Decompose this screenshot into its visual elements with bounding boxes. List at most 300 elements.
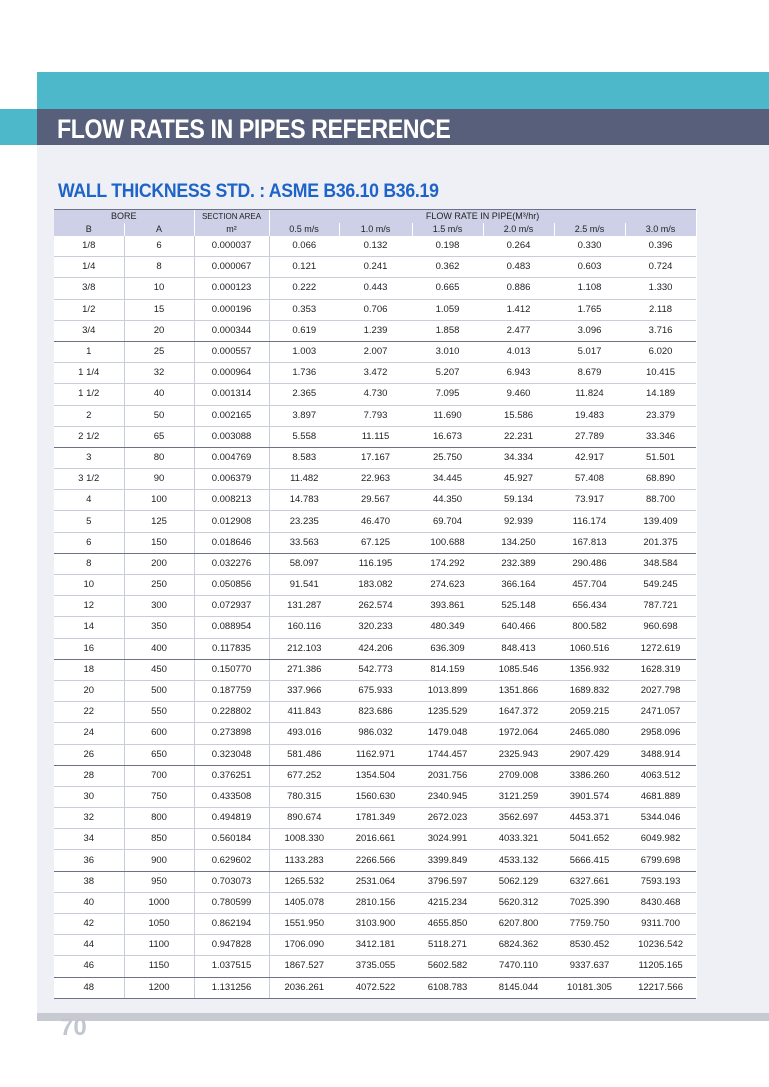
flow-cell: 3121.259	[483, 786, 554, 807]
flow-cell: 11.115	[339, 426, 412, 447]
bore-mm-cell: 250	[124, 575, 194, 596]
flow-cell: 0.665	[412, 278, 483, 299]
flow-cell: 4215.234	[412, 892, 483, 913]
bore-inch-cell: 2 1/2	[54, 426, 124, 447]
table-row	[54, 596, 696, 617]
section-area-cell: 0.273898	[194, 723, 269, 744]
bore-inch-cell: 32	[54, 808, 124, 829]
bore-mm-cell: 200	[124, 553, 194, 574]
section-area-cell: 0.000964	[194, 363, 269, 384]
flow-cell: 11.482	[269, 469, 339, 490]
bore-inch-cell: 1 1/4	[54, 363, 124, 384]
flow-cell: 15.586	[483, 405, 554, 426]
flow-cell: 5620.312	[483, 892, 554, 913]
flow-cell: 0.132	[339, 236, 412, 257]
flow-cell: 139.409	[625, 511, 696, 532]
flow-cell: 5.207	[412, 363, 483, 384]
flow-cell: 1560.630	[339, 786, 412, 807]
flow-cell: 16.673	[412, 426, 483, 447]
flow-cell: 34.334	[483, 447, 554, 468]
table-row	[54, 765, 696, 786]
section-area-cell: 1.037515	[194, 956, 269, 977]
bore-inch-cell: 34	[54, 829, 124, 850]
flow-cell: 1356.932	[554, 659, 625, 680]
flow-cell: 2340.945	[412, 786, 483, 807]
bore-inch-cell: 1/8	[54, 236, 124, 257]
bore-mm-cell: 6	[124, 236, 194, 257]
bore-mm-cell: 650	[124, 744, 194, 765]
flow-cell: 131.287	[269, 596, 339, 617]
section-area-cell: 0.560184	[194, 829, 269, 850]
title-bar	[37, 109, 769, 145]
flow-cell: 393.861	[412, 596, 483, 617]
bore-inch-cell: 36	[54, 850, 124, 871]
section-area-cell: 0.780599	[194, 892, 269, 913]
bore-mm-cell: 80	[124, 447, 194, 468]
section-area-cell: 0.187759	[194, 680, 269, 701]
flow-cell: 1.330	[625, 278, 696, 299]
flow-cell: 960.698	[625, 617, 696, 638]
flow-cell: 5344.046	[625, 808, 696, 829]
flow-cell: 1.765	[554, 299, 625, 320]
bore-mm-cell: 15	[124, 299, 194, 320]
bore-mm-cell: 500	[124, 680, 194, 701]
flow-cell: 0.724	[625, 257, 696, 278]
bottom-strip	[37, 1013, 769, 1021]
flow-cell: 337.966	[269, 680, 339, 701]
section-area-cell: 0.117835	[194, 638, 269, 659]
flow-cell: 3.096	[554, 320, 625, 341]
flow-cell: 271.386	[269, 659, 339, 680]
flow-cell: 823.686	[339, 702, 412, 723]
flow-cell: 134.250	[483, 532, 554, 553]
section-area-cell: 0.703073	[194, 871, 269, 892]
flow-cell: 10.415	[625, 363, 696, 384]
bore-mm-cell: 400	[124, 638, 194, 659]
bore-inch-cell: 10	[54, 575, 124, 596]
section-area-cell: 0.018646	[194, 532, 269, 553]
flow-cell: 274.623	[412, 575, 483, 596]
bore-inch-cell: 30	[54, 786, 124, 807]
flow-cell: 3024.991	[412, 829, 483, 850]
flow-cell: 8530.452	[554, 935, 625, 956]
section-area-cell: 0.003088	[194, 426, 269, 447]
flow-cell: 2810.156	[339, 892, 412, 913]
bore-inch-cell: 4	[54, 490, 124, 511]
flow-cell: 0.264	[483, 236, 554, 257]
table-row	[54, 850, 696, 871]
bore-mm-cell: 900	[124, 850, 194, 871]
flow-cell: 58.097	[269, 553, 339, 574]
flow-cell: 0.353	[269, 299, 339, 320]
flow-cell: 262.574	[339, 596, 412, 617]
table-row	[54, 236, 696, 257]
flow-cell: 29.567	[339, 490, 412, 511]
flow-cell: 14.189	[625, 384, 696, 405]
table-row	[54, 320, 696, 341]
flow-cell: 14.783	[269, 490, 339, 511]
bore-mm-cell: 1050	[124, 914, 194, 935]
flow-cell: 11.824	[554, 384, 625, 405]
flow-cell: 116.195	[339, 553, 412, 574]
flow-cell: 1.108	[554, 278, 625, 299]
flow-cell: 3796.597	[412, 871, 483, 892]
flow-cell: 656.434	[554, 596, 625, 617]
flow-cell: 4.730	[339, 384, 412, 405]
table-row	[54, 723, 696, 744]
flow-cell: 1744.457	[412, 744, 483, 765]
flow-cell: 2.007	[339, 341, 412, 362]
bore-mm-cell: 100	[124, 490, 194, 511]
speed-header: 2.0 m/s	[483, 223, 554, 236]
bore-inch-cell: 46	[54, 956, 124, 977]
section-area-cell: 0.862194	[194, 914, 269, 935]
flow-cell: 3901.574	[554, 786, 625, 807]
flow-cell: 8430.468	[625, 892, 696, 913]
section-area-cell: 0.000344	[194, 320, 269, 341]
bore-mm-cell: 8	[124, 257, 194, 278]
flow-cell: 4681.889	[625, 786, 696, 807]
flow-cell: 6207.800	[483, 914, 554, 935]
flow-cell: 2907.429	[554, 744, 625, 765]
flow-cell: 2031.756	[412, 765, 483, 786]
flow-cell: 542.773	[339, 659, 412, 680]
flow-cell: 5062.129	[483, 871, 554, 892]
flow-cell: 69.704	[412, 511, 483, 532]
table-row	[54, 680, 696, 701]
flow-cell: 6.020	[625, 341, 696, 362]
flow-cell: 1351.866	[483, 680, 554, 701]
flow-cell: 1.003	[269, 341, 339, 362]
flow-cell: 0.362	[412, 257, 483, 278]
flow-cell: 46.470	[339, 511, 412, 532]
table-body	[54, 236, 696, 998]
bore-mm-cell: 850	[124, 829, 194, 850]
flow-cell: 457.704	[554, 575, 625, 596]
side-accent-tab	[0, 109, 37, 145]
table-row	[54, 935, 696, 956]
table-row	[54, 532, 696, 553]
section-subtitle: WALL THICKNESS STD. : ASME B36.10 B36.19	[58, 181, 439, 202]
flow-cell: 2531.064	[339, 871, 412, 892]
section-area-cell: 0.494819	[194, 808, 269, 829]
flow-cell: 1781.349	[339, 808, 412, 829]
flow-cell: 4.013	[483, 341, 554, 362]
flow-cell: 0.198	[412, 236, 483, 257]
bore-mm-cell: 700	[124, 765, 194, 786]
bore-inch-cell: 44	[54, 935, 124, 956]
flow-cell: 2672.023	[412, 808, 483, 829]
flow-cell: 2.118	[625, 299, 696, 320]
flow-cell: 1.858	[412, 320, 483, 341]
flow-cell: 0.619	[269, 320, 339, 341]
table-row	[54, 659, 696, 680]
flow-cell: 68.890	[625, 469, 696, 490]
flow-cell: 116.174	[554, 511, 625, 532]
section-area-cell: 0.001314	[194, 384, 269, 405]
speed-header: 1.0 m/s	[339, 223, 412, 236]
section-area-cell: 0.000196	[194, 299, 269, 320]
bore-inch-cell: 38	[54, 871, 124, 892]
flow-cell: 33.346	[625, 426, 696, 447]
flow-cell: 1551.950	[269, 914, 339, 935]
flow-cell: 2036.261	[269, 977, 339, 998]
flow-cell: 800.582	[554, 617, 625, 638]
table-row	[54, 469, 696, 490]
flow-cell: 100.688	[412, 532, 483, 553]
flow-cell: 4453.371	[554, 808, 625, 829]
section-area-cell: 0.012908	[194, 511, 269, 532]
flow-cell: 9311.700	[625, 914, 696, 935]
bore-inch-cell: 1/2	[54, 299, 124, 320]
table-row	[54, 977, 696, 998]
flow-cell: 3399.849	[412, 850, 483, 871]
table-row	[54, 638, 696, 659]
table-row	[54, 341, 696, 362]
flow-cell: 23.235	[269, 511, 339, 532]
flow-cell: 11.690	[412, 405, 483, 426]
flow-cell: 3386.260	[554, 765, 625, 786]
flow-cell: 212.103	[269, 638, 339, 659]
flow-cell: 2.477	[483, 320, 554, 341]
flow-cell: 6.943	[483, 363, 554, 384]
flow-cell: 3488.914	[625, 744, 696, 765]
flow-cell: 5118.271	[412, 935, 483, 956]
flow-cell: 1479.048	[412, 723, 483, 744]
section-area-cell: 0.000037	[194, 236, 269, 257]
bore-mm-cell: 800	[124, 808, 194, 829]
table-row	[54, 956, 696, 977]
flow-cell: 33.563	[269, 532, 339, 553]
bore-mm-cell: 300	[124, 596, 194, 617]
section-area-cell: 0.947828	[194, 935, 269, 956]
flow-cell: 493.016	[269, 723, 339, 744]
flow-cell: 0.443	[339, 278, 412, 299]
flow-cell: 1133.283	[269, 850, 339, 871]
flow-cell: 67.125	[339, 532, 412, 553]
flow-cell: 0.066	[269, 236, 339, 257]
flow-cell: 7470.110	[483, 956, 554, 977]
flow-cell: 51.501	[625, 447, 696, 468]
flow-cell: 10181.305	[554, 977, 625, 998]
flow-cell: 1235.529	[412, 702, 483, 723]
col-b-header: B	[54, 223, 124, 236]
flow-cell: 22.231	[483, 426, 554, 447]
flow-cell: 2.365	[269, 384, 339, 405]
bore-inch-cell: 1/4	[54, 257, 124, 278]
table-row	[54, 426, 696, 447]
flow-cell: 2266.566	[339, 850, 412, 871]
flow-cell: 1265.532	[269, 871, 339, 892]
flow-cell: 6799.698	[625, 850, 696, 871]
flow-cell: 167.813	[554, 532, 625, 553]
flow-cell: 1013.899	[412, 680, 483, 701]
flow-cell: 88.700	[625, 490, 696, 511]
bore-inch-cell: 24	[54, 723, 124, 744]
page-number: 70	[60, 1014, 87, 1041]
bore-mm-cell: 450	[124, 659, 194, 680]
flow-cell: 0.483	[483, 257, 554, 278]
bore-inch-cell: 3/8	[54, 278, 124, 299]
flow-cell: 8.679	[554, 363, 625, 384]
bore-inch-cell: 16	[54, 638, 124, 659]
flow-cell: 6108.783	[412, 977, 483, 998]
flow-cell: 4533.132	[483, 850, 554, 871]
flow-cell: 4655.850	[412, 914, 483, 935]
flow-rate-table	[54, 210, 697, 999]
flow-cell: 890.674	[269, 808, 339, 829]
section-area-cell: 0.000557	[194, 341, 269, 362]
bore-inch-cell: 1	[54, 341, 124, 362]
flow-cell: 1867.527	[269, 956, 339, 977]
table-row	[54, 914, 696, 935]
flow-cell: 0.121	[269, 257, 339, 278]
table-row	[54, 575, 696, 596]
flow-cell: 0.706	[339, 299, 412, 320]
bore-mm-cell: 1000	[124, 892, 194, 913]
section-area-cell: 0.088954	[194, 617, 269, 638]
flow-cell: 73.917	[554, 490, 625, 511]
bore-mm-cell: 550	[124, 702, 194, 723]
section-area-cell: 0.004769	[194, 447, 269, 468]
flow-cell: 814.159	[412, 659, 483, 680]
flow-cell: 6327.661	[554, 871, 625, 892]
bore-mm-cell: 90	[124, 469, 194, 490]
flow-cell: 3.897	[269, 405, 339, 426]
flow-cell: 348.584	[625, 553, 696, 574]
flow-cell: 174.292	[412, 553, 483, 574]
flow-cell: 201.375	[625, 532, 696, 553]
flow-cell: 4033.321	[483, 829, 554, 850]
flow-cell: 640.466	[483, 617, 554, 638]
flow-cell: 6824.362	[483, 935, 554, 956]
col-a-header: A	[124, 223, 194, 236]
flow-cell: 9.460	[483, 384, 554, 405]
bore-mm-cell: 10	[124, 278, 194, 299]
flow-cell: 9337.637	[554, 956, 625, 977]
bore-inch-cell: 6	[54, 532, 124, 553]
table-row	[54, 384, 696, 405]
table-row	[54, 808, 696, 829]
flow-cell: 6049.982	[625, 829, 696, 850]
speed-header: 3.0 m/s	[625, 223, 696, 236]
table-row	[54, 490, 696, 511]
table-row	[54, 702, 696, 723]
flow-cell: 5041.652	[554, 829, 625, 850]
bore-mm-cell: 32	[124, 363, 194, 384]
flow-cell: 2471.057	[625, 702, 696, 723]
speed-header: 2.5 m/s	[554, 223, 625, 236]
section-area-cell: 0.006379	[194, 469, 269, 490]
bore-mm-cell: 125	[124, 511, 194, 532]
flow-cell: 780.315	[269, 786, 339, 807]
table-row	[54, 511, 696, 532]
flow-cell: 480.349	[412, 617, 483, 638]
flow-cell: 848.413	[483, 638, 554, 659]
flow-cell: 787.721	[625, 596, 696, 617]
flow-cell: 5602.582	[412, 956, 483, 977]
bore-mm-cell: 350	[124, 617, 194, 638]
flow-cell: 59.134	[483, 490, 554, 511]
flow-cell: 3.716	[625, 320, 696, 341]
flow-cell: 1060.516	[554, 638, 625, 659]
bore-mm-cell: 950	[124, 871, 194, 892]
flow-cell: 42.917	[554, 447, 625, 468]
section-area-cell: 0.002165	[194, 405, 269, 426]
table-row	[54, 553, 696, 574]
flow-cell: 2709.008	[483, 765, 554, 786]
flow-cell: 8.583	[269, 447, 339, 468]
flow-cell: 7.793	[339, 405, 412, 426]
flow-cell: 2465.080	[554, 723, 625, 744]
table-row	[54, 617, 696, 638]
flow-cell: 4063.512	[625, 765, 696, 786]
table-row	[54, 892, 696, 913]
bore-mm-cell: 20	[124, 320, 194, 341]
section-area-cell: 1.131256	[194, 977, 269, 998]
flow-cell: 0.241	[339, 257, 412, 278]
bore-mm-cell: 1150	[124, 956, 194, 977]
flow-cell: 2027.798	[625, 680, 696, 701]
flow-cell: 12217.566	[625, 977, 696, 998]
flow-cell: 320.233	[339, 617, 412, 638]
flow-cell: 45.927	[483, 469, 554, 490]
section-area-cell: 0.376251	[194, 765, 269, 786]
section-area-cell: 0.000123	[194, 278, 269, 299]
flow-cell: 0.396	[625, 236, 696, 257]
bore-inch-cell: 20	[54, 680, 124, 701]
flow-cell: 25.750	[412, 447, 483, 468]
flow-cell: 549.245	[625, 575, 696, 596]
flow-cell: 525.148	[483, 596, 554, 617]
bore-mm-cell: 1100	[124, 935, 194, 956]
table-row	[54, 257, 696, 278]
flow-cell: 11205.165	[625, 956, 696, 977]
flow-cell: 7593.193	[625, 871, 696, 892]
bore-mm-cell: 1200	[124, 977, 194, 998]
flow-cell: 1008.330	[269, 829, 339, 850]
flow-cell: 23.379	[625, 405, 696, 426]
section-area-cell: 0.050856	[194, 575, 269, 596]
bore-inch-cell: 1 1/2	[54, 384, 124, 405]
flow-cell: 0.330	[554, 236, 625, 257]
flow-cell: 366.164	[483, 575, 554, 596]
flow-cell: 4072.522	[339, 977, 412, 998]
flow-cell: 34.445	[412, 469, 483, 490]
bore-inch-cell: 40	[54, 892, 124, 913]
bore-inch-cell: 3	[54, 447, 124, 468]
section-area-cell: 0.150770	[194, 659, 269, 680]
bore-inch-cell: 22	[54, 702, 124, 723]
flow-cell: 1272.619	[625, 638, 696, 659]
section-area-cell: 0.629602	[194, 850, 269, 871]
flow-cell: 2016.661	[339, 829, 412, 850]
flow-cell: 0.603	[554, 257, 625, 278]
bore-inch-cell: 42	[54, 914, 124, 935]
flow-cell: 5666.415	[554, 850, 625, 871]
section-area-cell: 0.008213	[194, 490, 269, 511]
flow-cell: 3.472	[339, 363, 412, 384]
flow-cell: 2059.215	[554, 702, 625, 723]
bore-mm-cell: 40	[124, 384, 194, 405]
flow-cell: 1354.504	[339, 765, 412, 786]
flow-cell: 3.010	[412, 341, 483, 362]
table-row	[54, 405, 696, 426]
bore-inch-cell: 8	[54, 553, 124, 574]
flow-cell: 1.059	[412, 299, 483, 320]
flow-cell: 581.486	[269, 744, 339, 765]
flow-cell: 160.116	[269, 617, 339, 638]
